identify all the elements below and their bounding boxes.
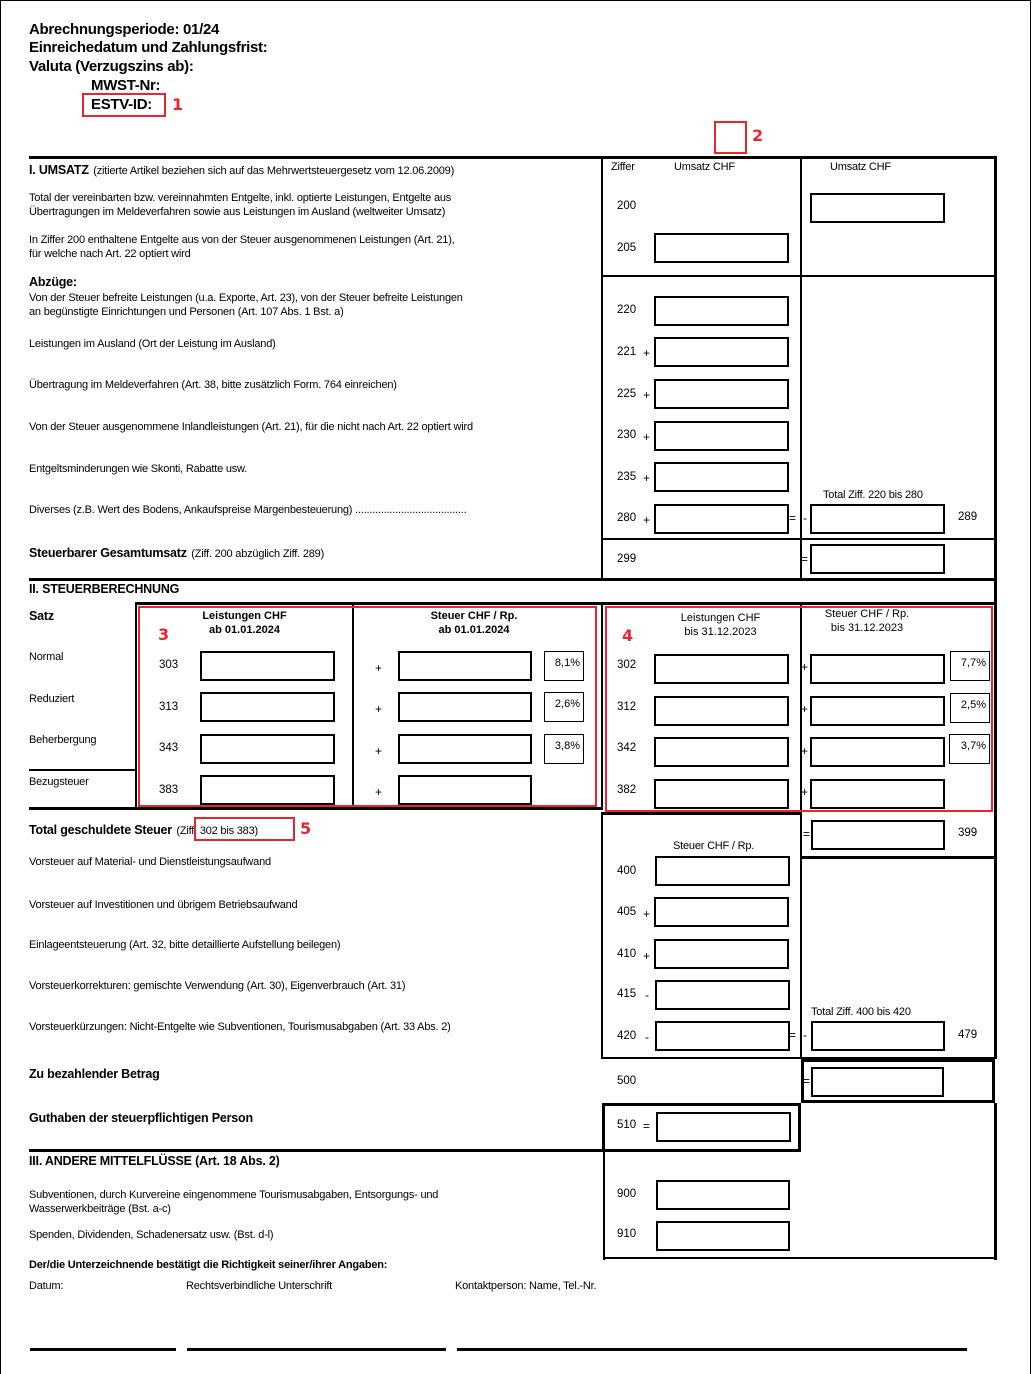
steuer-chf-header: Steuer CHF / Rp. (673, 840, 755, 852)
field-220[interactable] (654, 296, 789, 326)
grid-line (601, 538, 996, 540)
grid-line (994, 156, 997, 581)
rate-bezugsteuer: Bezugsteuer (29, 776, 89, 788)
field-405[interactable] (654, 897, 789, 927)
grid-line (994, 581, 997, 859)
field-230[interactable] (654, 421, 789, 451)
field-235[interactable] (654, 462, 789, 492)
field-399[interactable] (811, 820, 945, 850)
row-420-text: Vorsteuerkürzungen: Nicht-Entgelte wie Subventionen, Tourismusabgaben (Art. 33 Abs. 2) (29, 1021, 451, 1033)
field-221[interactable] (654, 337, 789, 367)
code-280: 280 (617, 512, 637, 524)
col-ziffer: Ziffer (611, 161, 635, 173)
grid-line (29, 807, 603, 810)
old-steuer-header-line2: bis 31.12.2023 (830, 622, 904, 634)
code-500: 500 (617, 1075, 637, 1087)
equals-sign: = (789, 511, 797, 525)
row-225-text: Übertragung im Meldeverfahren (Art. 38, bitte zusätzlich Form. 764 einreichen) (29, 379, 397, 391)
code-405: 405 (617, 906, 637, 918)
row-299-note: (Ziff. 200 abzüglich Ziff. 289) (191, 548, 325, 560)
plus-sign: + (643, 430, 651, 444)
annotation-label-1: 1 (172, 95, 184, 114)
grid-line (601, 158, 603, 581)
field-500[interactable] (811, 1067, 944, 1097)
code-383: 383 (159, 784, 179, 796)
code-400: 400 (617, 865, 637, 877)
field-225[interactable] (654, 379, 789, 409)
rate-badge-3-7: 3,7% (949, 734, 990, 764)
grid-line (994, 856, 997, 1058)
section-1-heading (29, 161, 454, 179)
plus-sign: + (643, 388, 651, 402)
kontakt-label: Kontaktperson: Name, Tel.-Nr. (455, 1280, 597, 1292)
mwst-nr-label: MWST-Nr: (91, 77, 161, 94)
row-280-text: Diverses (z.B. Wert des Bodens, Ankaufspreise Margenbesteuerung) ....................................... (29, 504, 467, 516)
plus-sign: + (801, 744, 809, 758)
datum-label: Datum: (29, 1280, 64, 1292)
field-910[interactable] (656, 1221, 790, 1251)
code-313: 313 (159, 701, 179, 713)
code-230: 230 (617, 429, 637, 441)
field-400[interactable] (655, 856, 790, 886)
old-leistungen-header-line2: bis 31.12.2023 (684, 626, 757, 638)
equals-sign: = (803, 1074, 811, 1088)
row-200-text-1: Total der vereinbarten bzw. vereinnahmten Entgelte, inkl. optierte Leistungen, Entgelte aus (29, 192, 452, 204)
annotation-box-3 (138, 606, 597, 807)
field-299[interactable] (810, 544, 945, 574)
field-415[interactable] (655, 980, 790, 1010)
rate-reduziert: Reduziert (29, 693, 75, 705)
field-410[interactable] (654, 939, 789, 969)
plus-sign: + (375, 744, 383, 758)
row-400-text: Vorsteuer auf Material- und Dienstleistungsaufwand (29, 856, 271, 868)
code-225: 225 (617, 388, 637, 400)
plus-sign: + (801, 660, 809, 674)
row-405-text: Vorsteuer auf Investitionen und übrigem Betriebsaufwand (29, 899, 298, 911)
plus-sign: + (801, 785, 809, 799)
equals-sign: = (789, 1028, 797, 1042)
rate-badge-2-6: 2,6% (544, 692, 584, 722)
total-400-420-label: Total Ziff. 400 bis 420 (811, 1006, 911, 1018)
plus-sign: + (643, 949, 651, 963)
col-umsatz-1: Umsatz CHF (674, 161, 735, 173)
rate-badge-7-7: 7,7% (950, 651, 990, 681)
satz-label: Satz (29, 609, 54, 623)
abzuege-label: Abzüge: (29, 275, 77, 289)
minus-sign: - (645, 1030, 649, 1044)
annotation-label-3: 3 (158, 625, 170, 644)
section-3-top-rule (29, 1149, 604, 1152)
grid-line (800, 158, 802, 581)
col-umsatz-2: Umsatz CHF (830, 161, 891, 173)
grid-line (601, 812, 801, 815)
code-289: 289 (958, 511, 978, 523)
code-479: 479 (958, 1029, 978, 1041)
row-235-text: Entgeltsminderungen wie Skonti, Rabatte usw. (29, 463, 248, 475)
code-312: 312 (617, 701, 637, 713)
grid-line (800, 812, 802, 1058)
deadline-label: Einreichedatum und Zahlungsfrist: (29, 39, 268, 56)
rate-normal: Normal (29, 651, 64, 663)
code-220: 220 (617, 304, 637, 316)
grid-line (800, 856, 996, 859)
annotation-label-5: 5 (300, 819, 312, 838)
signature-statement: Der/die Unterzeichnende bestätigt die Richtigkeit seiner/ihrer Angaben: (29, 1259, 388, 1271)
section-2-title: II. STEUERBERECHNUNG (29, 582, 180, 596)
row-299-bold: Steuerbarer Gesamtumsatz (29, 546, 187, 560)
new-steuer-header-line1: Steuer CHF / Rp. (430, 610, 518, 622)
field-205[interactable] (654, 233, 789, 263)
row-900-text-2: Wasserwerkbeiträge (Bst. a-c) (29, 1203, 171, 1215)
row-230-text: Von der Steuer ausgenommene Inlandleistungen (Art. 21), für die nicht nach Art. 22 optiert wird (29, 421, 473, 433)
section-1-subtitle: (zitierte Artikel beziehen sich auf das Mehrwertsteuergesetz vom 12.06.2009) (93, 165, 455, 177)
row-910-text: Spenden, Dividenden, Schadenersatz usw. (Bst. d-l) (29, 1229, 274, 1241)
equals-sign: = (801, 552, 809, 566)
minus-sign: - (645, 988, 649, 1002)
code-343: 343 (159, 742, 179, 754)
grid-line (994, 1103, 997, 1260)
code-200: 200 (617, 200, 637, 212)
equals-sign: = (803, 827, 811, 841)
rate-badge-3-8: 3,8% (544, 734, 584, 764)
old-leistungen-header-line1: Leistungen CHF (680, 612, 761, 624)
code-900: 900 (617, 1188, 637, 1200)
annotation-label-2: 2 (752, 126, 764, 145)
row-220-text-1: Von der Steuer befreite Leistungen (u.a. Exporte, Art. 23), von der Steuer befreite Leistungen (29, 292, 463, 304)
code-410: 410 (617, 948, 637, 960)
code-205: 205 (617, 242, 637, 254)
total-steuer-bold: Total geschuldete Steuer (29, 823, 172, 837)
annotation-box-1 (82, 93, 166, 117)
plus-sign: + (375, 702, 383, 716)
plus-sign: + (643, 907, 651, 921)
grid-line (601, 812, 603, 1058)
row-900-text-1: Subventionen, durch Kurvereine eingenommene Tourismusabgaben, Entsorgungs- und (29, 1189, 439, 1201)
code-299: 299 (617, 553, 637, 565)
row-205-text-1: In Ziffer 200 enthaltene Entgelte aus von der Steuer ausgenommenen Leistungen (Art. 21), (29, 234, 455, 246)
code-399: 399 (958, 827, 978, 839)
section-1-title: I. UMSATZ (29, 163, 89, 177)
rate-badge-2-5: 2,5% (950, 693, 990, 723)
datum-signature-line[interactable] (30, 1348, 176, 1351)
rate-beherbergung: Beherbergung (29, 734, 97, 746)
code-342: 342 (617, 742, 637, 754)
field-900[interactable] (656, 1180, 790, 1210)
row-221-text: Leistungen im Ausland (Ort der Leistung im Ausland) (29, 338, 276, 350)
section-1-top-rule (29, 156, 997, 159)
code-910: 910 (617, 1228, 637, 1240)
plus-sign: + (801, 702, 809, 716)
grid-line (603, 1150, 605, 1260)
plus-sign: + (643, 513, 651, 527)
grid-line (29, 769, 137, 771)
minus-sign: - (803, 511, 807, 525)
row-415-text: Vorsteuerkorrekturen: gemischte Verwendung (Art. 30), Eigenverbrauch (Art. 31) (29, 980, 406, 992)
total-220-280-label: Total Ziff. 220 bis 280 (823, 489, 923, 501)
row-299-label (29, 544, 324, 562)
code-510: 510 (617, 1119, 637, 1131)
minus-sign: - (803, 1028, 807, 1042)
plus-sign: + (375, 661, 383, 675)
total-steuer-note: (Ziff. 302 bis 383) (176, 825, 258, 837)
zu-bezahlen-label: Zu bezahlender Betrag (29, 1067, 160, 1081)
plus-sign: + (375, 785, 383, 799)
section-2-top-rule (29, 578, 997, 581)
grid-line (603, 1257, 997, 1259)
code-420: 420 (617, 1030, 637, 1042)
valuta-label: Valuta (Verzugszins ab): (29, 58, 194, 75)
equals-sign: = (643, 1119, 651, 1133)
section-3-title: III. ANDERE MITTELFLÜSSE (Art. 18 Abs. 2) (29, 1154, 280, 1168)
field-200[interactable] (810, 193, 945, 223)
annotation-box-4 (605, 606, 993, 812)
annotation-box-5 (194, 817, 295, 841)
estv-id-label: ESTV-ID: (91, 96, 152, 113)
code-303: 303 (159, 659, 179, 671)
grid-line (601, 275, 996, 277)
guthaben-label: Guthaben der steuerpflichtigen Person (29, 1111, 253, 1125)
row-205-text-2: für welche nach Art. 22 optiert wird (29, 248, 191, 260)
code-221: 221 (617, 346, 637, 358)
row-200-text-2: Übertragungen im Meldeverfahren sowie aus Leistungen im Ausland (weltweiter Umsatz) (29, 206, 446, 218)
field-280[interactable] (654, 504, 789, 534)
row-410-text: Einlageentsteuerung (Art. 32, bitte detaillierte Aufstellung beilegen) (29, 939, 341, 951)
kontakt-signature-line[interactable] (457, 1348, 967, 1351)
rate-badge-8-1: 8,1% (544, 651, 584, 681)
code-235: 235 (617, 471, 637, 483)
field-510[interactable] (656, 1112, 791, 1142)
unterschrift-signature-line[interactable] (187, 1348, 446, 1351)
field-479[interactable] (811, 1021, 945, 1051)
code-382: 382 (617, 784, 637, 796)
row-220-text-2: an begünstigte Einrichtungen und Personen (Art. 107 Abs. 1 Bst. a) (29, 306, 344, 318)
plus-sign: + (643, 346, 651, 360)
old-steuer-header-line1: Steuer CHF / Rp. (824, 608, 910, 620)
new-steuer-header-line2: ab 01.01.2024 (438, 624, 510, 636)
field-289[interactable] (810, 504, 945, 534)
field-420[interactable] (655, 1021, 790, 1051)
annotation-label-4: 4 (622, 626, 634, 645)
annotation-box-2 (714, 121, 747, 154)
new-leistungen-header-line2: ab 01.01.2024 (209, 624, 280, 636)
code-302: 302 (617, 659, 637, 671)
code-415: 415 (617, 988, 637, 1000)
plus-sign: + (643, 471, 651, 485)
new-leistungen-header-line1: Leistungen CHF (202, 610, 287, 622)
unterschrift-label: Rechtsverbindliche Unterschrift (186, 1280, 333, 1292)
grid-line (135, 602, 997, 605)
period-label: Abrechnungsperiode: 01/24 (29, 21, 220, 38)
